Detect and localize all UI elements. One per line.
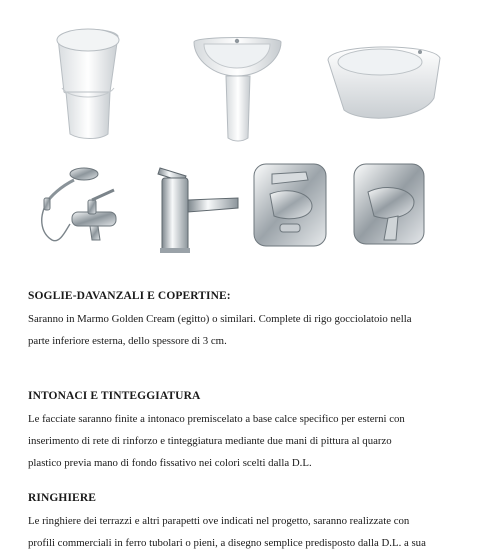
section-heading: SOGLIE-DAVANZALI E COPERTINE:	[28, 290, 231, 302]
text-line: inserimento di rete di rinforzo e tinteggiatura mediante due mani di pittura al quarzo	[28, 435, 392, 447]
text-line: Le facciate saranno finite a intonaco premiscelato a base calce specifico per esterni con	[28, 413, 405, 425]
section-body	[28, 408, 456, 474]
text-line: Saranno in Marmo Golden Cream (egitto) o similari. Complete di rigo gocciolatoio nella	[28, 313, 412, 325]
text-line: parte inferiore esterna, dello spessore di 3 cm.	[28, 335, 227, 347]
toilet-icon	[40, 22, 135, 142]
text-line: Le ringhiere dei terrazzi e altri parapetti ove indicati nel progetto, saranno realizzate con	[28, 515, 410, 527]
basin-mixer-icon	[150, 160, 245, 255]
section-heading: RINGHIERE	[28, 492, 96, 504]
wall-bidet-icon	[322, 38, 447, 133]
shower-mixer-icon	[348, 160, 430, 252]
washbasin-icon	[190, 30, 285, 148]
text-line: profili commerciali in ferro tubolari o pieni, a disegno semplice predisposto dalla D.L. a sua	[28, 537, 426, 549]
section-heading: INTONACI E TINTEGGIATURA	[28, 390, 201, 402]
section-body	[28, 308, 456, 352]
section-body	[28, 510, 456, 554]
shower-set-icon	[32, 160, 132, 255]
bath-shower-mixer-icon	[250, 160, 332, 252]
text-line: plastico previa mano di fondo fissativo nei colori scelti dalla D.L.	[28, 457, 312, 469]
